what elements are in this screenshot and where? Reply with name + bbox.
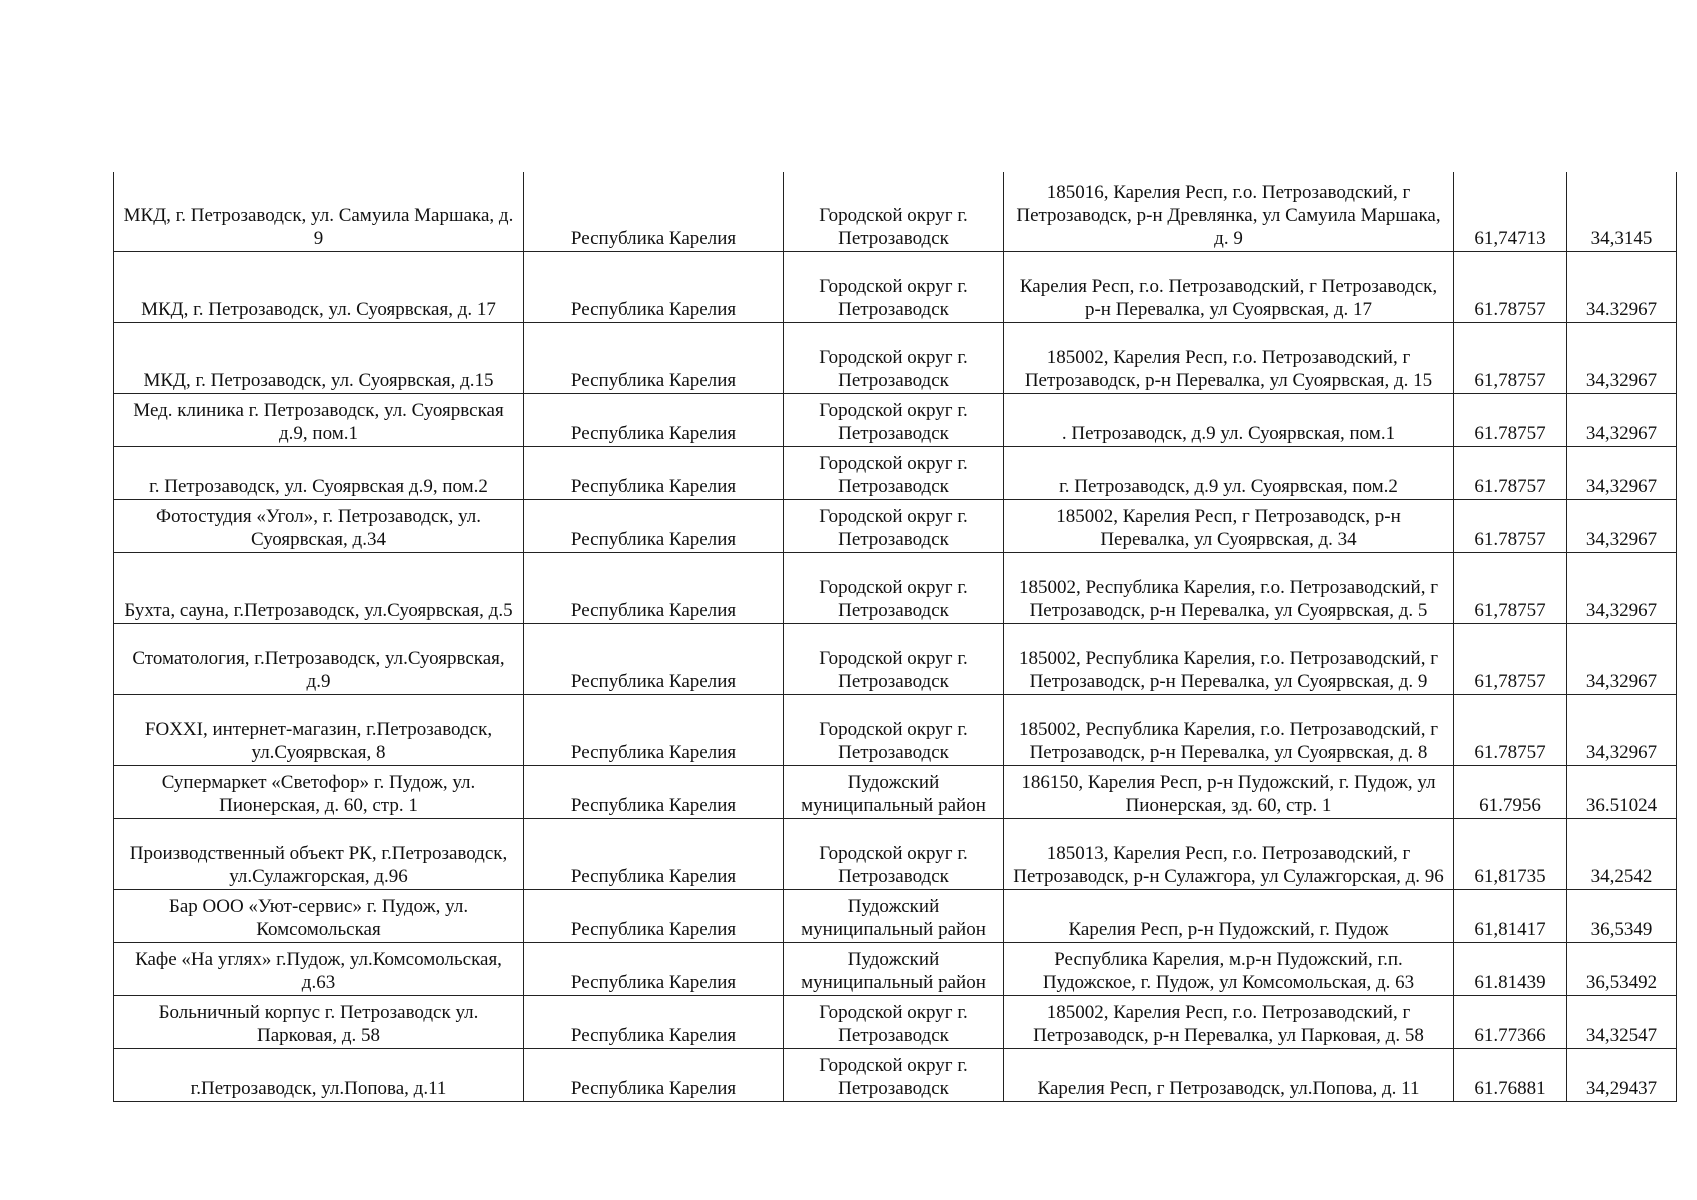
object-name-cell: Бухта, сауна, г.Петрозаводск, ул.Суоярвская, д.5	[114, 552, 524, 623]
district-cell: Пудожский муниципальный район	[784, 765, 1004, 818]
region-cell: Республика Карелия	[524, 942, 784, 995]
district-cell: Городской округ г. Петрозаводск	[784, 393, 1004, 446]
region-cell: Республика Карелия	[524, 995, 784, 1048]
longitude-cell: 36,53492	[1567, 942, 1677, 995]
district-cell: Городской округ г. Петрозаводск	[784, 623, 1004, 694]
latitude-cell: 61,78757	[1454, 322, 1567, 393]
table-row	[114, 322, 1677, 393]
address-cell: 185016, Карелия Респ, г.о. Петрозаводский, г Петрозаводск, р-н Древлянка, ул Самуила Маршака, д. 9	[1004, 172, 1454, 251]
address-cell: 185002, Карелия Респ, г Петрозаводск, р-н Перевалка, ул Суоярвская, д. 34	[1004, 499, 1454, 552]
district-cell: Городской округ г. Петрозаводск	[784, 499, 1004, 552]
latitude-cell: 61,81735	[1454, 818, 1567, 889]
object-name-cell: МКД, г. Петрозаводск, ул. Суоярвская, д.15	[114, 322, 524, 393]
object-name-cell: Кафе «На углях» г.Пудож, ул.Комсомольская, д.63	[114, 942, 524, 995]
district-cell: Городской округ г. Петрозаводск	[784, 995, 1004, 1048]
table-row	[114, 765, 1677, 818]
table-row	[114, 393, 1677, 446]
latitude-cell: 61.78757	[1454, 251, 1567, 322]
longitude-cell: 34,2542	[1567, 818, 1677, 889]
region-cell: Республика Карелия	[524, 251, 784, 322]
longitude-cell: 34,32967	[1567, 694, 1677, 765]
object-name-cell: Больничный корпус г. Петрозаводск ул. Парковая, д. 58	[114, 995, 524, 1048]
object-name-cell: г.Петрозаводск, ул.Попова, д.11	[114, 1048, 524, 1101]
district-cell: Городской округ г. Петрозаводск	[784, 172, 1004, 251]
region-cell: Республика Карелия	[524, 889, 784, 942]
table-row	[114, 251, 1677, 322]
region-cell: Республика Карелия	[524, 322, 784, 393]
region-cell: Республика Карелия	[524, 172, 784, 251]
latitude-cell: 61.76881	[1454, 1048, 1567, 1101]
region-cell: Республика Карелия	[524, 818, 784, 889]
table-row	[114, 172, 1677, 251]
object-name-cell: г. Петрозаводск, ул. Суоярвская д.9, пом.2	[114, 446, 524, 499]
object-name-cell: Производственный объект РК, г.Петрозаводск, ул.Сулажгорская, д.96	[114, 818, 524, 889]
longitude-cell: 34,32967	[1567, 322, 1677, 393]
latitude-cell: 61,78757	[1454, 623, 1567, 694]
latitude-cell: 61.78757	[1454, 499, 1567, 552]
table-row	[114, 552, 1677, 623]
district-cell: Городской округ г. Петрозаводск	[784, 552, 1004, 623]
address-cell: Республика Карелия, м.р-н Пудожский, г.п. Пудожское, г. Пудож, ул Комсомольская, д. 63	[1004, 942, 1454, 995]
address-cell: 185002, Республика Карелия, г.о. Петрозаводский, г Петрозаводск, р-н Перевалка, ул Суоярвская, д. 5	[1004, 552, 1454, 623]
address-cell: Карелия Респ, р-н Пудожский, г. Пудож	[1004, 889, 1454, 942]
address-cell: 185013, Карелия Респ, г.о. Петрозаводский, г Петрозаводск, р-н Сулажгора, ул Сулажгорская, д. 96	[1004, 818, 1454, 889]
latitude-cell: 61.81439	[1454, 942, 1567, 995]
address-cell: 185002, Республика Карелия, г.о. Петрозаводский, г Петрозаводск, р-н Перевалка, ул Суоярвская, д. 8	[1004, 694, 1454, 765]
district-cell: Городской округ г. Петрозаводск	[784, 818, 1004, 889]
address-cell: . Петрозаводск, д.9 ул. Суоярвская, пом.1	[1004, 393, 1454, 446]
region-cell: Республика Карелия	[524, 393, 784, 446]
longitude-cell: 34.32967	[1567, 251, 1677, 322]
address-cell: г. Петрозаводск, д.9 ул. Суоярвская, пом.2	[1004, 446, 1454, 499]
district-cell: Пудожский муниципальный район	[784, 889, 1004, 942]
longitude-cell: 36.51024	[1567, 765, 1677, 818]
table-row	[114, 889, 1677, 942]
latitude-cell: 61,78757	[1454, 552, 1567, 623]
object-name-cell: FOXXI, интернет-магазин, г.Петрозаводск, ул.Суоярвская, 8	[114, 694, 524, 765]
region-cell: Республика Карелия	[524, 499, 784, 552]
region-cell: Республика Карелия	[524, 765, 784, 818]
district-cell: Городской округ г. Петрозаводск	[784, 322, 1004, 393]
district-cell: Городской округ г. Петрозаводск	[784, 446, 1004, 499]
table-body	[114, 172, 1677, 1101]
latitude-cell: 61.78757	[1454, 694, 1567, 765]
longitude-cell: 34,32967	[1567, 446, 1677, 499]
address-cell: 186150, Карелия Респ, р-н Пудожский, г. Пудож, ул Пионерская, зд. 60, стр. 1	[1004, 765, 1454, 818]
object-name-cell: Бар ООО «Уют-сервис» г. Пудож, ул. Комсомольская	[114, 889, 524, 942]
longitude-cell: 34,32967	[1567, 552, 1677, 623]
district-cell: Городской округ г. Петрозаводск	[784, 251, 1004, 322]
region-cell: Республика Карелия	[524, 446, 784, 499]
table-row	[114, 446, 1677, 499]
object-name-cell: Фотостудия «Угол», г. Петрозаводск, ул. Суоярвская, д.34	[114, 499, 524, 552]
longitude-cell: 34,32967	[1567, 499, 1677, 552]
latitude-cell: 61.7956	[1454, 765, 1567, 818]
address-cell: 185002, Карелия Респ, г.о. Петрозаводский, г Петрозаводск, р-н Перевалка, ул Суоярвская, д. 15	[1004, 322, 1454, 393]
data-table-wrapper	[113, 172, 1676, 1102]
object-name-cell: МКД, г. Петрозаводск, ул. Самуила Маршака, д. 9	[114, 172, 524, 251]
region-cell: Республика Карелия	[524, 694, 784, 765]
table-row	[114, 623, 1677, 694]
address-cell: Карелия Респ, г.о. Петрозаводский, г Петрозаводск, р-н Перевалка, ул Суоярвская, д. 17	[1004, 251, 1454, 322]
latitude-cell: 61,74713	[1454, 172, 1567, 251]
table-row	[114, 818, 1677, 889]
region-cell: Республика Карелия	[524, 1048, 784, 1101]
longitude-cell: 34,3145	[1567, 172, 1677, 251]
object-name-cell: МКД, г. Петрозаводск, ул. Суоярвская, д. 17	[114, 251, 524, 322]
district-cell: Пудожский муниципальный район	[784, 942, 1004, 995]
table-row	[114, 499, 1677, 552]
longitude-cell: 34,32547	[1567, 995, 1677, 1048]
longitude-cell: 36,5349	[1567, 889, 1677, 942]
table-row	[114, 694, 1677, 765]
objects-table	[113, 172, 1677, 1102]
address-cell: 185002, Карелия Респ, г.о. Петрозаводский, г Петрозаводск, р-н Перевалка, ул Парковая, д. 58	[1004, 995, 1454, 1048]
latitude-cell: 61.78757	[1454, 446, 1567, 499]
object-name-cell: Мед. клиника г. Петрозаводск, ул. Суоярвская д.9, пом.1	[114, 393, 524, 446]
table-row	[114, 942, 1677, 995]
longitude-cell: 34,29437	[1567, 1048, 1677, 1101]
address-cell: 185002, Республика Карелия, г.о. Петрозаводский, г Петрозаводск, р-н Перевалка, ул Суоярвская, д. 9	[1004, 623, 1454, 694]
region-cell: Республика Карелия	[524, 552, 784, 623]
region-cell: Республика Карелия	[524, 623, 784, 694]
object-name-cell: Стоматология, г.Петрозаводск, ул.Суоярвская, д.9	[114, 623, 524, 694]
district-cell: Городской округ г. Петрозаводск	[784, 1048, 1004, 1101]
latitude-cell: 61.78757	[1454, 393, 1567, 446]
address-cell: Карелия Респ, г Петрозаводск, ул.Попова, д. 11	[1004, 1048, 1454, 1101]
district-cell: Городской округ г. Петрозаводск	[784, 694, 1004, 765]
table-row	[114, 1048, 1677, 1101]
longitude-cell: 34,32967	[1567, 393, 1677, 446]
latitude-cell: 61,81417	[1454, 889, 1567, 942]
table-row	[114, 995, 1677, 1048]
object-name-cell: Супермаркет «Светофор» г. Пудож, ул. Пионерская, д. 60, стр. 1	[114, 765, 524, 818]
longitude-cell: 34,32967	[1567, 623, 1677, 694]
latitude-cell: 61.77366	[1454, 995, 1567, 1048]
